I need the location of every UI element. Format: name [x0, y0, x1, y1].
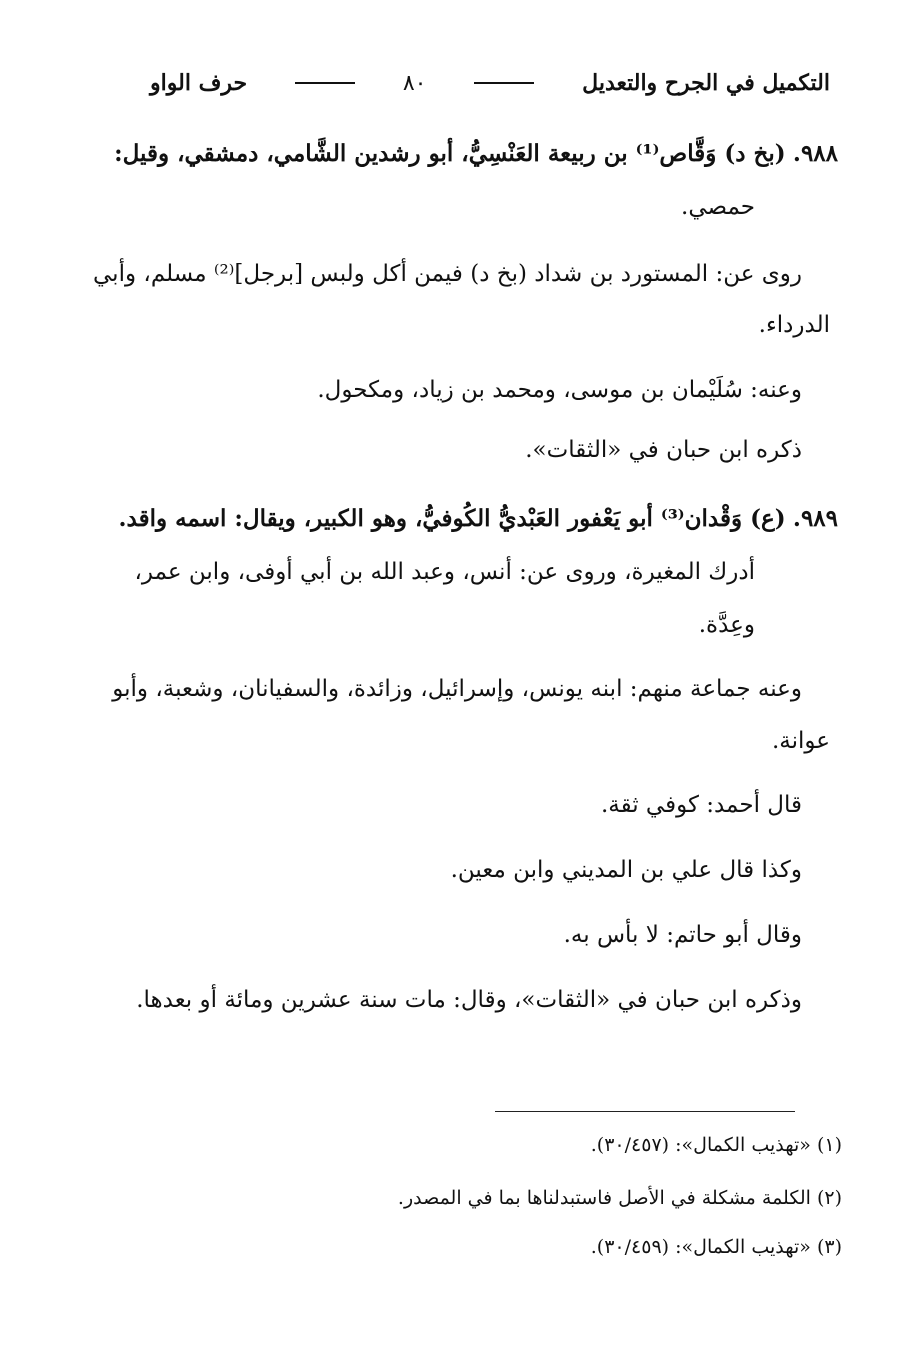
- entry-number: ٩٨٨.: [792, 140, 838, 167]
- entry-line: وقال أبو حاتم: لا بأس به.: [563, 922, 802, 948]
- header-rule: [295, 82, 355, 84]
- entry-line: حمصي.: [681, 194, 755, 220]
- entry-text: (ع) وَقْدان⁽³⁾ أبو يَعْفور العَبْديُّ الكُوفيُّ، وهو الكبير، ويقال: اسمه واقد.: [118, 505, 786, 532]
- book-title: التكميل في الجرح والتعديل: [582, 70, 830, 96]
- footnote: (١) «تهذيب الكمال»: (٣٠/٤٥٧).: [590, 1134, 842, 1156]
- entry-line: وعِدَّة.: [698, 612, 755, 638]
- entry-line: وذكره ابن حبان في «الثقات»، وقال: مات سنة عشرين ومائة أو بعدها.: [136, 987, 802, 1013]
- entry-line: [114, 137, 838, 171]
- entry-line: قال أحمد: كوفي ثقة.: [600, 792, 802, 818]
- entry-line: روى عن: المستورد بن شداد (بخ د) فيمن أكل ولبس [برجل]⁽²⁾ مسلم، وأبي: [93, 261, 802, 287]
- page-number: ٨٠: [402, 70, 427, 96]
- entry-line: [119, 502, 839, 536]
- entry-line: ذكره ابن حبان في «الثقات».: [525, 437, 802, 463]
- running-header: [150, 66, 830, 100]
- footnote-separator: [495, 1111, 795, 1112]
- section-title: حرف الواو: [150, 70, 248, 96]
- entry-line: وعنه: سُلَيْمان بن موسى، ومحمد بن زياد، ومكحول.: [317, 377, 802, 403]
- entry-line: الدرداء.: [758, 312, 830, 338]
- entry-line: أدرك المغيرة، وروى عن: أنس، وعبد الله بن أبي أوفى، وابن عمر،: [134, 559, 755, 585]
- header-rule: [474, 82, 534, 84]
- entry-line: وكذا قال علي بن المديني وابن معين.: [450, 857, 802, 883]
- entry-line: عوانة.: [771, 728, 830, 754]
- entry-line: وعنه جماعة منهم: ابنه يونس، وإسرائيل، وزائدة، والسفيانان، وشعبة، وأبو: [112, 676, 802, 702]
- footnote: (٢) الكلمة مشكلة في الأصل فاستبدلناها بما في المصدر.: [397, 1187, 842, 1209]
- entry-number: ٩٨٩.: [792, 505, 838, 532]
- entry-text: (بخ د) وَقَّاص⁽¹⁾ بن ربيعة العَنْسِيُّ، أبو رشدين الشَّامي، دمشقي، وقيل:: [114, 140, 786, 167]
- footnote: (٣) «تهذيب الكمال»: (٣٠/٤٥٩).: [590, 1236, 842, 1258]
